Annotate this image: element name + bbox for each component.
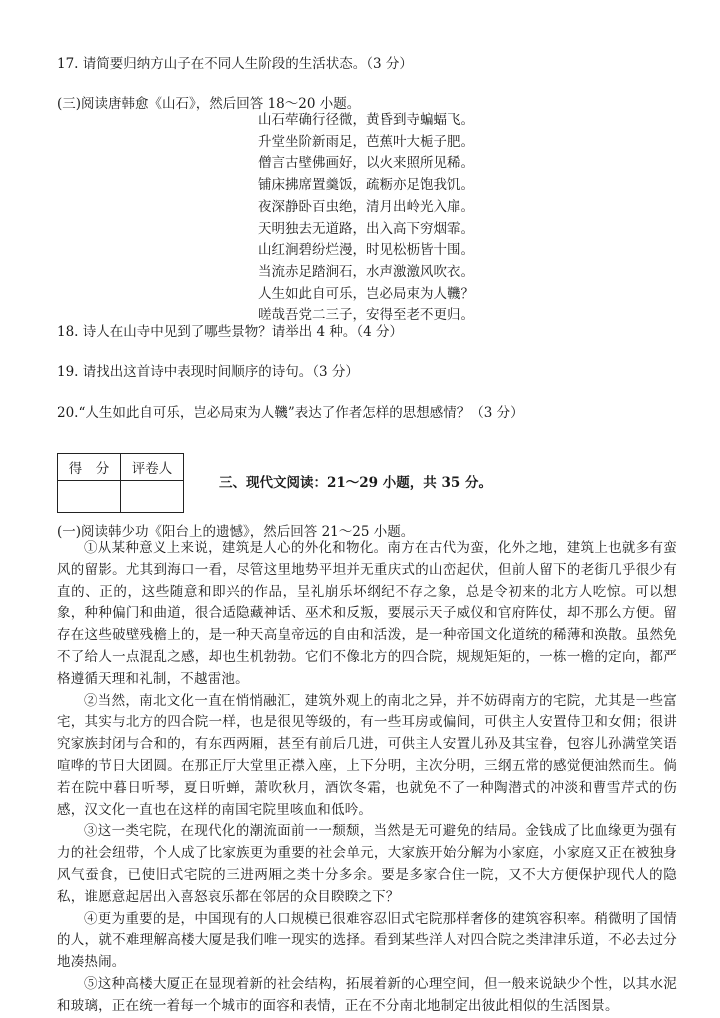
paragraph: ②当然，南北文化一直在悄悄融汇，建筑外观上的南北之异，并不妨碍南方的宅院，尤其是一些富宅，其实与北方的四合院一样，也是很见等级的，有一些耳房或偏间，可供主人安置侍卫和女佣；很讲究家族封闭与合和的，有东西两厢，甚至有前后几进，可供主人安置儿孙及其宝眷，包容儿孙满堂笑语喧哗的节日大团圆。在那正厅大堂里正襟入座，上下分明，主次分明，三纲五常的感觉便油然而生。倘若在院中暮日听琴，夏日听蝉，萧吹秋月，酒饮冬霜，也就免不了一种陶潜式的冲淡和曹雪芹式的伤感，汉文化一直也在这样的南国宅院里咳血和低吟。 bbox=[57, 692, 677, 818]
score-box[interactable] bbox=[58, 481, 121, 513]
paragraph: ⑤这种高楼大厦正在显现着新的社会结构，拓展着新的心理空间，但一般来说缺少个性，以其水泥和玻璃，正在统一着每一个城市的面容和表情，正在不分南北地制定出彼此相似的生活图景。 bbox=[57, 975, 677, 1014]
paragraph: ①从某种意义上来说，建筑是人心的外化和物化。南方在古代为蛮，化外之地，建筑上也就多有蛮风的留影。尤其到海口一看，尽管这里地势平坦并无重庆式的山峦起伏，但前人留下的老街几乎很少有直的、正的，这些随意和即兴的作品，呈礼崩乐坏纲纪不存之象，总是令初来的北方人吃惊。可以想象，种种偏门和曲道，很合适隐藏神话、巫术和反叛，要展示天子威仪和官府阵仗，却不那么方便。留存在这些破壁残檐上的，是一种天高皇帝远的自由和活泼，是一种帝国文化道统的稀薄和涣散。虽然免不了给人一点混乱之感，却也生机勃勃。它们不像北方的四合院，规规矩矩的，一栋一檐的定向，都严格遵循天理和礼制，不越雷池。 bbox=[57, 540, 677, 687]
poem-line: 山石荦确行径微，黄昏到寺蝙蝠飞。 bbox=[258, 112, 474, 128]
reading-passage bbox=[57, 538, 677, 1018]
reading-intro: (一)阅读韩少功《阳台上的遗憾》，然后回答 21～25 小题。 bbox=[57, 524, 415, 540]
poem-line: 夜深静卧百虫绝，清月出岭光入扉。 bbox=[258, 198, 474, 215]
poem-line: 当流赤足踏涧石，水声激激风吹衣。 bbox=[258, 263, 474, 280]
section-intro-poem: (三)阅读唐韩愈《山石》，然后回答 18～20 小题。 bbox=[57, 96, 361, 112]
poem-shanshi bbox=[258, 110, 474, 327]
poem-line: 人生如此自可乐，岂必局束为人鞿？ bbox=[258, 285, 474, 302]
poem-line: 嗟哉吾党二三子，安得至老不更归。 bbox=[258, 307, 474, 324]
question-17: 17. 请简要归纳方山子在不同人生阶段的生活状态。（3 分） bbox=[57, 56, 413, 72]
question-19: 19. 请找出这首诗中表现时间顺序的诗句。（3 分） bbox=[57, 364, 359, 380]
poem-line: 僧言古壁佛画好，以火来照所见稀。 bbox=[258, 155, 474, 172]
grader-box[interactable] bbox=[121, 481, 184, 513]
poem-line: 天明独去无道路，出入高下穷烟霏。 bbox=[258, 220, 474, 237]
poem-line: 山红涧碧纷烂漫，时见松枥皆十围。 bbox=[258, 242, 474, 259]
paragraph: ④更为重要的是，中国现有的人口规模已很难容忍旧式宅院那样奢侈的建筑容积率。稍微明了国情的人，就不难理解高楼大厦是我们唯一现实的选择。看到某些洋人对四合院之类津津乐道，不必去过分地凑热闹。 bbox=[57, 910, 677, 971]
question-20: 20.“人生如此自可乐，岂必局束为人鞿”表达了作者怎样的思想感情？（3 分） bbox=[57, 405, 524, 421]
question-18: 18. 诗人在山寺中见到了哪些景物？请举出 4 种。（4 分） bbox=[57, 324, 404, 340]
section-title: 三、现代文阅读：21～29 小题，共 35 分。 bbox=[219, 475, 492, 491]
score-table bbox=[57, 453, 184, 513]
paragraph: ③这一类宅院，在现代化的潮流面前一一颓颓，当然是无可避免的结局。金钱成了比血缘更为强有力的社会纽带，个人成了比家族更为重要的社会单元，大家族开始分解为小家庭，小家庭又正在被独身风气蚕食，已使旧式宅院的三进两厢之类十分多余。要是多家合住一院，又不大方便保护现代人的隐私，谁愿意起居出入喜怒哀乐都在邻居的众目睽睽之下？ bbox=[57, 823, 677, 905]
score-header: 得 分 bbox=[58, 454, 121, 481]
poem-line: 升堂坐阶新雨足，芭蕉叶大栀子肥。 bbox=[258, 133, 474, 150]
poem-line: 铺床拂席置羹饭，疏粝亦足饱我饥。 bbox=[258, 177, 474, 194]
grader-header: 评卷人 bbox=[121, 454, 184, 481]
